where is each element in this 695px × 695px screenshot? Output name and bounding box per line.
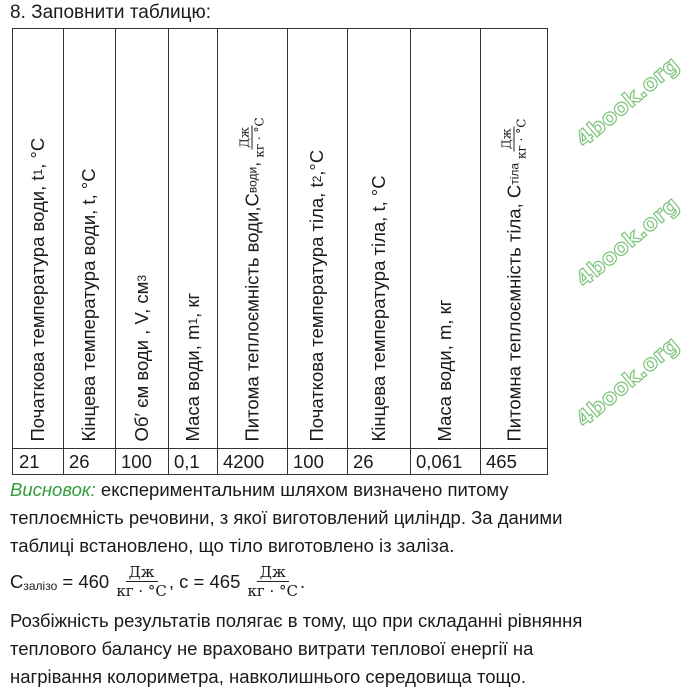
header-final-body-temp xyxy=(347,29,410,448)
fraction-denominator: кг · °C xyxy=(247,582,299,600)
header-sup: 3 xyxy=(134,274,149,282)
header-initial-water-temp xyxy=(13,29,63,448)
table-cell: 0,1 xyxy=(174,451,200,472)
header-text: Початкова температура води, t xyxy=(27,174,48,441)
fraction-numerator: Дж xyxy=(257,563,289,582)
table-cell: 26 xyxy=(69,451,90,472)
data-table xyxy=(12,28,548,475)
table-cell: 100 xyxy=(121,451,152,472)
conclusion-line: Розбіжність результатів полягає в тому, що при складанні рівняння xyxy=(10,610,583,631)
header-mass xyxy=(410,29,480,448)
header-sub: води xyxy=(245,166,259,193)
header-text: Кінцева температура тіла, t, °C xyxy=(367,174,389,441)
header-sub: 1 xyxy=(185,317,200,325)
header-text: Кінцева температура води, t, °C xyxy=(78,167,99,441)
table-cell: 4200 xyxy=(223,451,265,472)
formula-line xyxy=(10,563,305,600)
header-initial-body-temp xyxy=(287,29,347,448)
table-cell: 465 xyxy=(486,451,517,472)
header-tail: , °C xyxy=(27,137,48,169)
fraction-numerator: Дж xyxy=(499,127,514,149)
fraction-denominator: кг · °C xyxy=(116,582,167,600)
conclusion-line: таблиці встановлено, що тіло виготовлено із заліза. xyxy=(10,535,455,556)
header-sub: тіла xyxy=(507,162,521,185)
conclusion-line: теплового балансу не враховано витрати теплової енергії на xyxy=(10,638,534,659)
table-cell: 21 xyxy=(19,451,40,472)
unit-fraction xyxy=(116,563,167,600)
fraction-denominator: кг · °C xyxy=(252,116,267,158)
header-water-volume xyxy=(115,29,168,448)
conclusion-text: експериментальним шляхом визначено питому xyxy=(95,479,509,500)
header-text: Об′ єм води , V, см xyxy=(130,281,152,441)
header-text: Маса води, m xyxy=(181,324,203,441)
table-cell: 0,061 xyxy=(416,451,463,472)
header-text: Питома теплоємність води,C xyxy=(241,192,262,441)
header-text: Маса води, m, кг xyxy=(434,298,455,441)
row-divider xyxy=(13,448,547,449)
fraction-numerator: Дж xyxy=(126,563,158,582)
header-water-mass xyxy=(168,29,217,448)
header-sub: 2 xyxy=(310,175,324,182)
table-cell: 26 xyxy=(353,451,374,472)
conclusion-line: нагрівання колориметра, навколишнього середовища тощо. xyxy=(10,666,526,687)
watermark: 4book.org xyxy=(571,192,685,293)
unit-fraction xyxy=(500,118,529,158)
watermark: 4book.org xyxy=(571,332,685,433)
formula-end: . xyxy=(300,570,306,592)
header-body-specific-heat xyxy=(480,29,548,448)
watermark: 4book.org xyxy=(571,52,685,153)
header-text: Початкова температура тіла, t xyxy=(306,181,327,441)
formula-sub: залізо xyxy=(23,578,58,593)
header-tail: , xyxy=(241,161,262,167)
unit-fraction xyxy=(248,563,299,600)
task-title: 8. Заповнити таблицю: xyxy=(10,2,212,23)
conclusion-line xyxy=(10,479,509,501)
header-sub: 1 xyxy=(31,168,45,175)
formula-symbol: C xyxy=(10,570,24,592)
header-water-specific-heat xyxy=(217,29,287,448)
formula-value: = 460 xyxy=(57,570,115,592)
fraction-denominator: кг · °C xyxy=(514,118,529,159)
table-cell: 100 xyxy=(293,451,324,472)
header-tail: , кг xyxy=(181,292,203,318)
header-final-water-temp xyxy=(63,29,115,448)
header-text: Питомна теплоємність тіла, C xyxy=(503,184,524,441)
unit-fraction xyxy=(238,117,267,157)
conclusion-label: Висновок: xyxy=(10,479,96,500)
conclusion-line: теплоємність речовини, з якої виготовлений циліндр. За даними xyxy=(10,507,563,528)
formula-value: , c = 465 xyxy=(168,570,246,592)
header-tail: ,°C xyxy=(306,149,327,176)
fraction-numerator: Дж xyxy=(237,126,252,148)
